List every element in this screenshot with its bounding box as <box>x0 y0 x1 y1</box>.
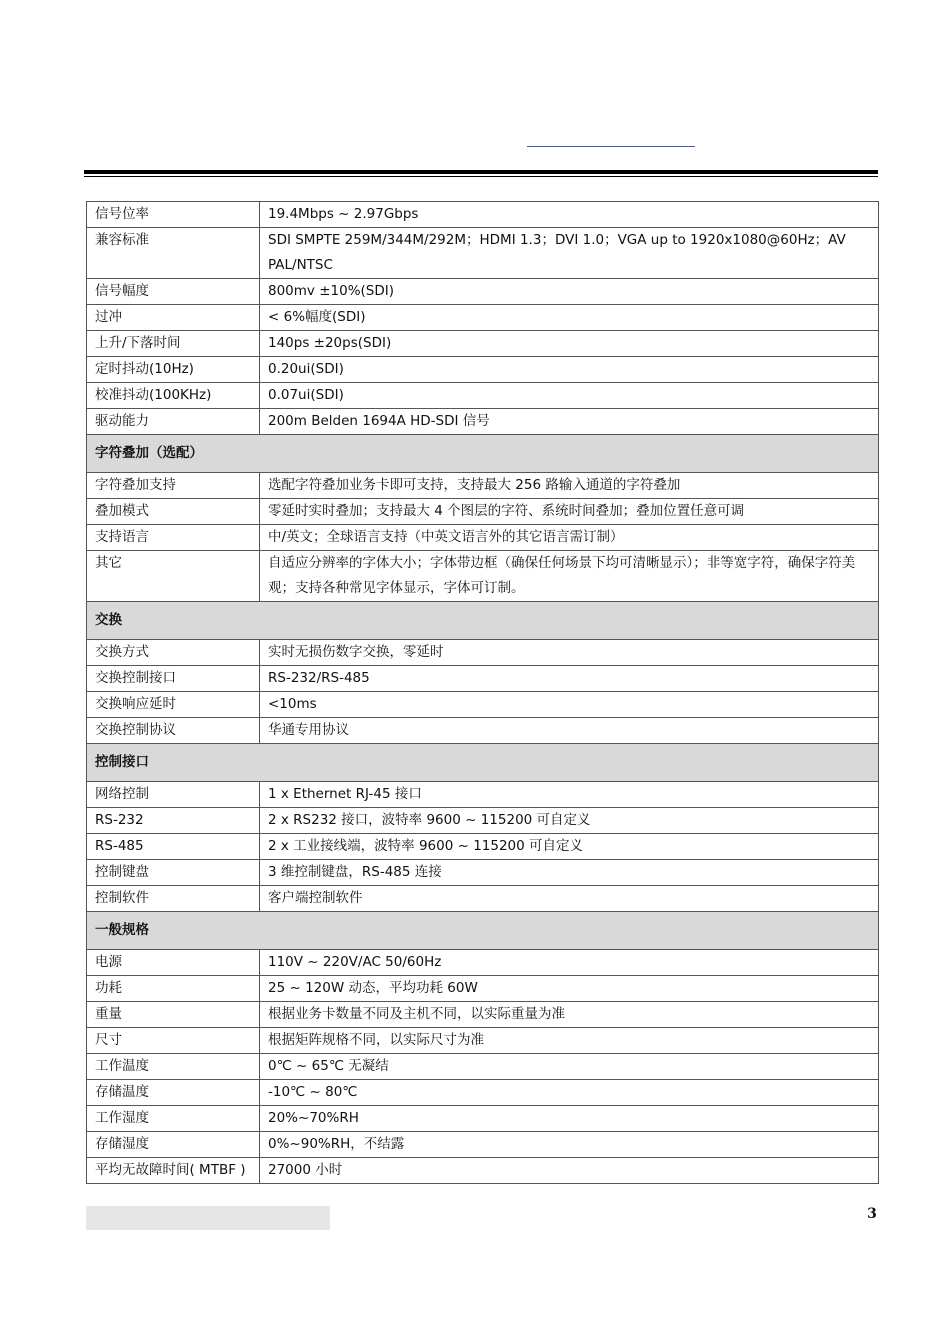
row-value: 根据矩阵规格不同，以实际尺寸为准 <box>260 1028 879 1054</box>
table-row <box>87 950 879 976</box>
table-row <box>87 305 879 331</box>
table-row <box>87 1028 879 1054</box>
header-rule-thin <box>84 176 878 177</box>
row-value: -10℃ ~ 80℃ <box>260 1080 879 1106</box>
section-header-control <box>87 744 879 782</box>
row-value: 0.07ui(SDI) <box>260 383 879 409</box>
table-row <box>87 409 879 435</box>
table-row <box>87 1080 879 1106</box>
table-row <box>87 279 879 305</box>
section-title: 字符叠加（选配） <box>87 435 879 473</box>
row-label: RS-232 <box>87 808 260 834</box>
section-title: 控制接口 <box>87 744 879 782</box>
row-value: 20%~70%RH <box>260 1106 879 1132</box>
table-row <box>87 808 879 834</box>
table-row <box>87 718 879 744</box>
table-row <box>87 976 879 1002</box>
row-label: 支持语言 <box>87 525 260 551</box>
row-label: 平均无故障时间( MTBF ) <box>87 1158 260 1184</box>
row-label: 交换控制协议 <box>87 718 260 744</box>
row-value: 200m Belden 1694A HD-SDI 信号 <box>260 409 879 435</box>
row-label: 网络控制 <box>87 782 260 808</box>
row-value: 140ps ±20ps(SDI) <box>260 331 879 357</box>
table-row <box>87 525 879 551</box>
table-row <box>87 640 879 666</box>
row-value: 客户端控制软件 <box>260 886 879 912</box>
header-rule-thick <box>84 170 878 174</box>
table-row <box>87 228 879 279</box>
table-row <box>87 331 879 357</box>
row-value: 1 x Ethernet RJ-45 接口 <box>260 782 879 808</box>
table-row <box>87 666 879 692</box>
table-row <box>87 499 879 525</box>
row-label: 控制键盘 <box>87 860 260 886</box>
row-value: 零延时实时叠加；支持最大 4 个图层的字符、系统时间叠加；叠加位置任意可调 <box>260 499 879 525</box>
row-value: 0%~90%RH，不结露 <box>260 1132 879 1158</box>
row-value: 2 x RS232 接口，波特率 9600 ~ 115200 可自定义 <box>260 808 879 834</box>
row-label: 叠加模式 <box>87 499 260 525</box>
row-label: 工作温度 <box>87 1054 260 1080</box>
row-value: RS-232/RS-485 <box>260 666 879 692</box>
section-header-general <box>87 912 879 950</box>
table-row <box>87 1002 879 1028</box>
row-label: 字符叠加支持 <box>87 473 260 499</box>
row-value: 自适应分辨率的字体大小；字体带边框（确保任何场景下均可清晰显示）；非等宽字符，确保字符美观；支持各种常见字体显示，字体可订制。 <box>260 551 879 602</box>
row-value: 19.4Mbps ~ 2.97Gbps <box>260 202 879 228</box>
header-link-underline <box>527 146 695 147</box>
row-label: 信号位率 <box>87 202 260 228</box>
table-row <box>87 1054 879 1080</box>
table-row <box>87 473 879 499</box>
table-row <box>87 1158 879 1184</box>
row-value: 根据业务卡数量不同及主机不同，以实际重量为准 <box>260 1002 879 1028</box>
row-label: 其它 <box>87 551 260 602</box>
row-value: 27000 小时 <box>260 1158 879 1184</box>
row-value: 2 x 工业接线端，波特率 9600 ~ 115200 可自定义 <box>260 834 879 860</box>
row-value: <10ms <box>260 692 879 718</box>
table-row <box>87 202 879 228</box>
row-value: SDI SMPTE 259M/344M/292M；HDMI 1.3；DVI 1.0；VGA up to 1920x1080@60Hz；AV PAL/NTSC <box>260 228 879 279</box>
table-row <box>87 886 879 912</box>
row-label: 校准抖动(100KHz) <box>87 383 260 409</box>
row-value: 3 维控制键盘，RS-485 连接 <box>260 860 879 886</box>
row-label: 重量 <box>87 1002 260 1028</box>
row-label: 工作湿度 <box>87 1106 260 1132</box>
table-row <box>87 692 879 718</box>
row-label: 交换控制接口 <box>87 666 260 692</box>
row-value: 中/英文；全球语言支持（中英文语言外的其它语言需订制） <box>260 525 879 551</box>
table-row <box>87 383 879 409</box>
row-label: 尺寸 <box>87 1028 260 1054</box>
row-value: 25 ~ 120W 动态，平均功耗 60W <box>260 976 879 1002</box>
row-value: 110V ~ 220V/AC 50/60Hz <box>260 950 879 976</box>
section-header-overlay <box>87 435 879 473</box>
section-title: 交换 <box>87 602 879 640</box>
table-row <box>87 1132 879 1158</box>
row-value: 选配字符叠加业务卡即可支持，支持最大 256 路输入通道的字符叠加 <box>260 473 879 499</box>
row-label: 功耗 <box>87 976 260 1002</box>
row-value: 800mv ±10%(SDI) <box>260 279 879 305</box>
row-value: < 6%幅度(SDI) <box>260 305 879 331</box>
row-label: 信号幅度 <box>87 279 260 305</box>
row-label: 兼容标准 <box>87 228 260 279</box>
row-label: 电源 <box>87 950 260 976</box>
section-title: 一般规格 <box>87 912 879 950</box>
page-number: 3 <box>867 1206 877 1222</box>
row-label: 交换方式 <box>87 640 260 666</box>
row-label: 控制软件 <box>87 886 260 912</box>
table-row <box>87 551 879 602</box>
row-value: 实时无损伤数字交换，零延时 <box>260 640 879 666</box>
row-label: 上升/下落时间 <box>87 331 260 357</box>
row-label: 存储温度 <box>87 1080 260 1106</box>
row-label: 存储湿度 <box>87 1132 260 1158</box>
table-row <box>87 782 879 808</box>
row-value: 华通专用协议 <box>260 718 879 744</box>
row-label: 过冲 <box>87 305 260 331</box>
table-row <box>87 357 879 383</box>
row-label: 驱动能力 <box>87 409 260 435</box>
spec-table <box>86 201 879 1184</box>
row-label: 交换响应延时 <box>87 692 260 718</box>
table-row <box>87 1106 879 1132</box>
row-value: 0.20ui(SDI) <box>260 357 879 383</box>
table-row <box>87 834 879 860</box>
row-label: 定时抖动(10Hz) <box>87 357 260 383</box>
section-header-switching <box>87 602 879 640</box>
footer-bar <box>86 1206 330 1230</box>
row-label: RS-485 <box>87 834 260 860</box>
table-row <box>87 860 879 886</box>
row-value: 0℃ ~ 65℃ 无凝结 <box>260 1054 879 1080</box>
